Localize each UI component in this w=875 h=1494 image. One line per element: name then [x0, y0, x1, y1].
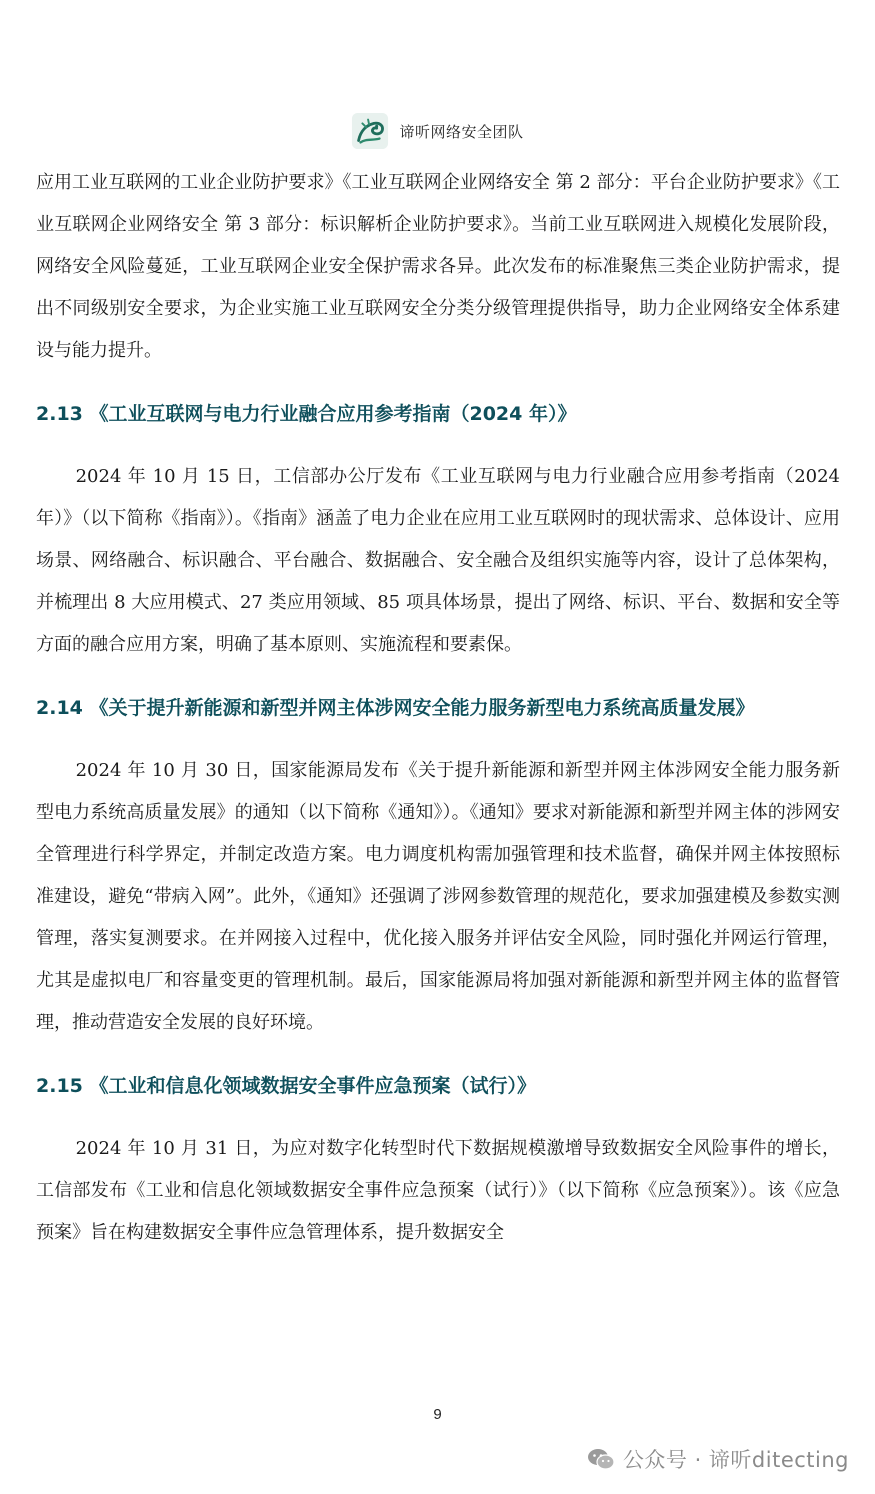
intro-paragraph: 应用工业互联网的工业企业防护要求》《工业互联网企业网络安全 第 2 部分：平台企业防护要求》《工业互联网企业网络安全 第 3 部分：标识解析企业防护要求》。当前工业互联网进入规模化发展阶段，网络安全风险蔓延，工业互联网企业安全保护需求各异。此次发布的标准聚焦三类企业防护需求，提出不同级别安全要求，为企业实施工业互联网安全分类分级管理提供指导，助力企业网络安全体系建设与能力提升。	[36, 172, 840, 361]
document-body	[36, 162, 840, 1254]
section-heading-2-13: 2.13 《工业互联网与电力行业融合应用参考指南（2024 年）》	[36, 403, 577, 425]
section-heading-2-15: 2.15 《工业和信息化领域数据安全事件应急预案（试行）》	[36, 1075, 536, 1097]
section-body-2-13: 2024 年 10 月 15 日，工信部办公厅发布《工业互联网与电力行业融合应用参考指南（2024 年）》（以下简称《指南》）。《指南》涵盖了电力企业在应用工业互联网时的现状需求、总体设计、应用场景、网络融合、标识融合、平台融合、数据融合、安全融合及组织实施等内容，设计了总体架构，并梳理出 8 大应用模式、27 类应用领域、85 项具体场景，提出了网络、标识、平台、数据和安全等方面的融合应用方案，明确了基本原则、实施流程和要素保。	[36, 466, 840, 655]
dragon-logo-icon	[351, 112, 389, 150]
team-name: 谛听网络安全团队	[399, 122, 524, 141]
wechat-icon	[587, 1447, 615, 1471]
section-heading-2-14: 2.14 《关于提升新能源和新型并网主体涉网安全能力服务新型电力系统高质量发展》	[36, 697, 755, 719]
watermark	[587, 1444, 849, 1474]
page-number: 9	[433, 1406, 442, 1423]
page-header	[0, 108, 875, 154]
section-body-2-15: 2024 年 10 月 31 日，为应对数字化转型时代下数据规模激增导致数据安全风险事件的增长，工信部发布《工业和信息化领域数据安全事件应急预案（试行）》（以下简称《应急预案》）。该《应急预案》旨在构建数据安全事件应急管理体系，提升数据安全	[36, 1138, 840, 1243]
section-body-2-14: 2024 年 10 月 30 日，国家能源局发布《关于提升新能源和新型并网主体涉网安全能力服务新型电力系统高质量发展》的通知（以下简称《通知》）。《通知》要求对新能源和新型并网主体的涉网安全管理进行科学界定，并制定改造方案。电力调度机构需加强管理和技术监督，确保并网主体按照标准建设，避免“带病入网”。此外，《通知》还强调了涉网参数管理的规范化，要求加强建模及参数实测管理，落实复测要求。在并网接入过程中，优化接入服务并评估安全风险，同时强化并网运行管理，尤其是虚拟电厂和容量变更的管理机制。最后，国家能源局将加强对新能源和新型并网主体的监督管理，推动营造安全发展的良好环境。	[36, 760, 840, 1033]
watermark-text: 公众号 · 谛听ditecting	[622, 1448, 849, 1472]
